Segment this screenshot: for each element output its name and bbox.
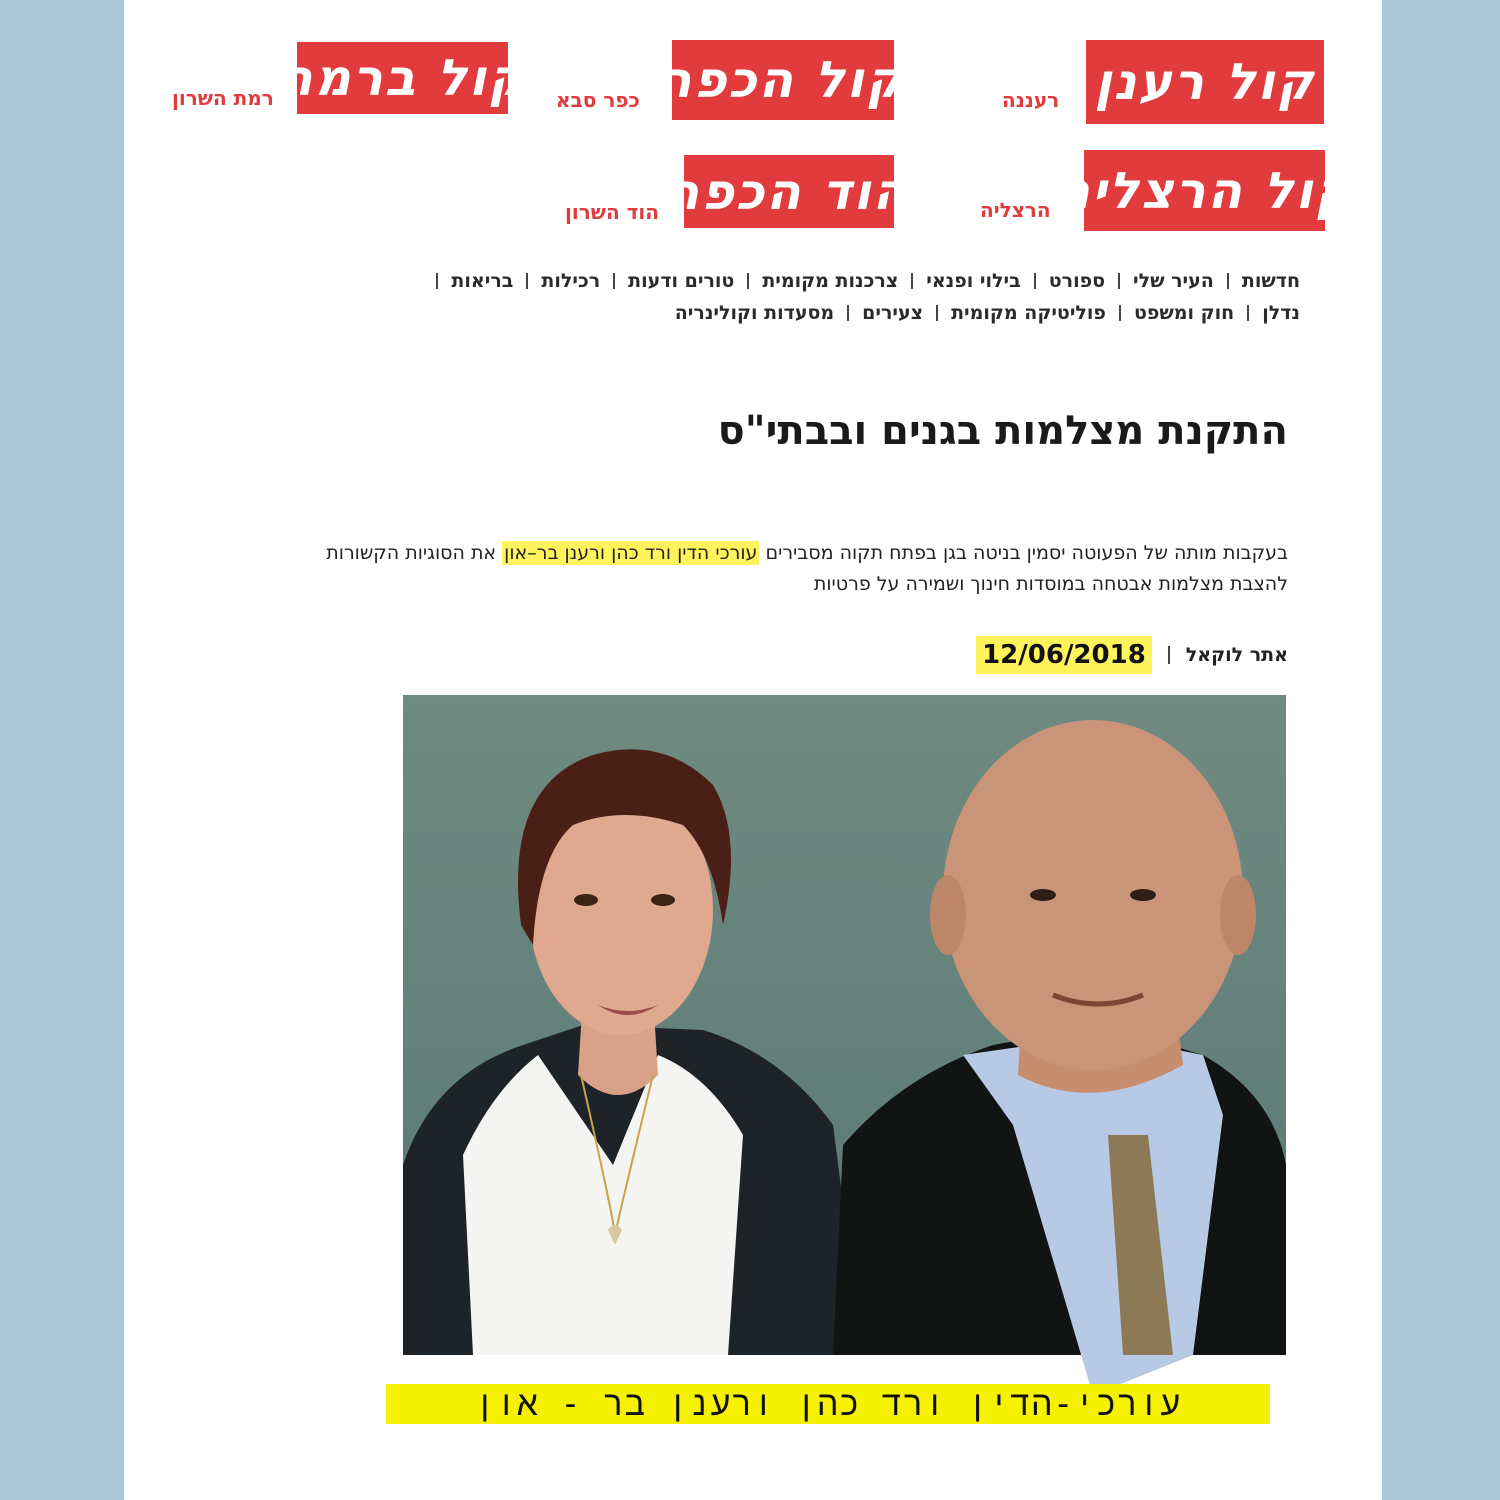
lead-text-end: את הסוגיות הקשורות להצבת מצלמות אבטחה במוסדות חינוך ושמירה על פרטיות [326,542,1288,595]
article-lead [308,538,1288,600]
woman-eye-left [574,894,598,906]
nav-separator [911,273,913,289]
lead-text-start: בעקבות מותה של הפעוטה יסמין בניטה בגן בפתח תקוה מסבירים [759,542,1288,564]
nav-separator [526,273,528,289]
nav-separator [1227,273,1229,289]
nav-item-opinions[interactable]: טורים ודעות [628,270,735,292]
byline-separator [1168,646,1170,664]
nav-row-1 [423,270,1300,292]
portrait-photo-illustration [403,695,1286,1355]
article-date: 12/06/2018 [976,636,1152,674]
logo-kol-barama[interactable]: קול ברמה [297,42,508,114]
nav-item-real-estate[interactable]: נדלן [1262,302,1300,324]
lead-highlight-lawyers: עורכי הדין ורד כהן ורענן בר–און [504,542,758,564]
logo-kol-hakfar[interactable]: קול הכפר [672,40,894,120]
article-byline [976,636,1288,674]
city-label-raanana: רעננה [1002,88,1060,112]
nav-item-news[interactable]: חדשות [1241,270,1300,292]
man-head [943,720,1243,1070]
city-label-hod-hasharon: הוד השרון [565,200,660,224]
nav-item-local-consumer[interactable]: צרכנות מקומית [762,270,899,292]
nav-separator [747,273,749,289]
nav-separator [436,273,438,289]
nav-separator [847,305,849,321]
photo-caption: עורכי-הדין ורד כהן ורענן בר - און [386,1384,1270,1424]
nav-item-leisure[interactable]: בילוי ופנאי [926,270,1021,292]
nav-item-health[interactable]: בריאות [451,270,514,292]
nav-item-sport[interactable]: ספורט [1048,270,1105,292]
nav-separator [1247,305,1249,321]
nav-row-2 [675,302,1300,324]
nav-separator [1119,305,1121,321]
article-source[interactable]: אתר לוקאל [1185,644,1288,666]
man-eye-left [1030,889,1056,901]
nav-item-local-politics[interactable]: פוליטיקה מקומית [951,302,1106,324]
man-ear-left [930,875,966,955]
man-ear-right [1220,875,1256,955]
logo-hod-hakfar[interactable]: הוד הכפר [684,155,894,228]
nav-item-my-city[interactable]: העיר שלי [1133,270,1214,292]
nav-item-youth[interactable]: צעירים [862,302,924,324]
nav-item-restaurants[interactable]: מסעדות וקולינריה [674,302,835,324]
city-label-kfar-saba: כפר סבא [556,88,640,112]
nav-item-law[interactable]: חוק ומשפט [1133,302,1235,324]
nav-separator [613,273,615,289]
article-photo [403,695,1286,1355]
city-label-ramat-hasharon: רמת השרון [172,86,274,110]
article-headline: התקנת מצלמות בגנים ובבתי"ס [717,408,1288,454]
man-eye-right [1130,889,1156,901]
woman-eye-right [651,894,675,906]
logo-kol-raanan[interactable]: קול רענן [1086,40,1324,124]
nav-separator [936,305,938,321]
nav-item-gossip[interactable]: רכילות [541,270,601,292]
nav-separator [1034,273,1036,289]
city-label-herzliya: הרצליה [980,198,1051,222]
logo-kol-herzliya[interactable]: קול הרצליה [1084,150,1325,231]
nav-separator [1118,273,1120,289]
